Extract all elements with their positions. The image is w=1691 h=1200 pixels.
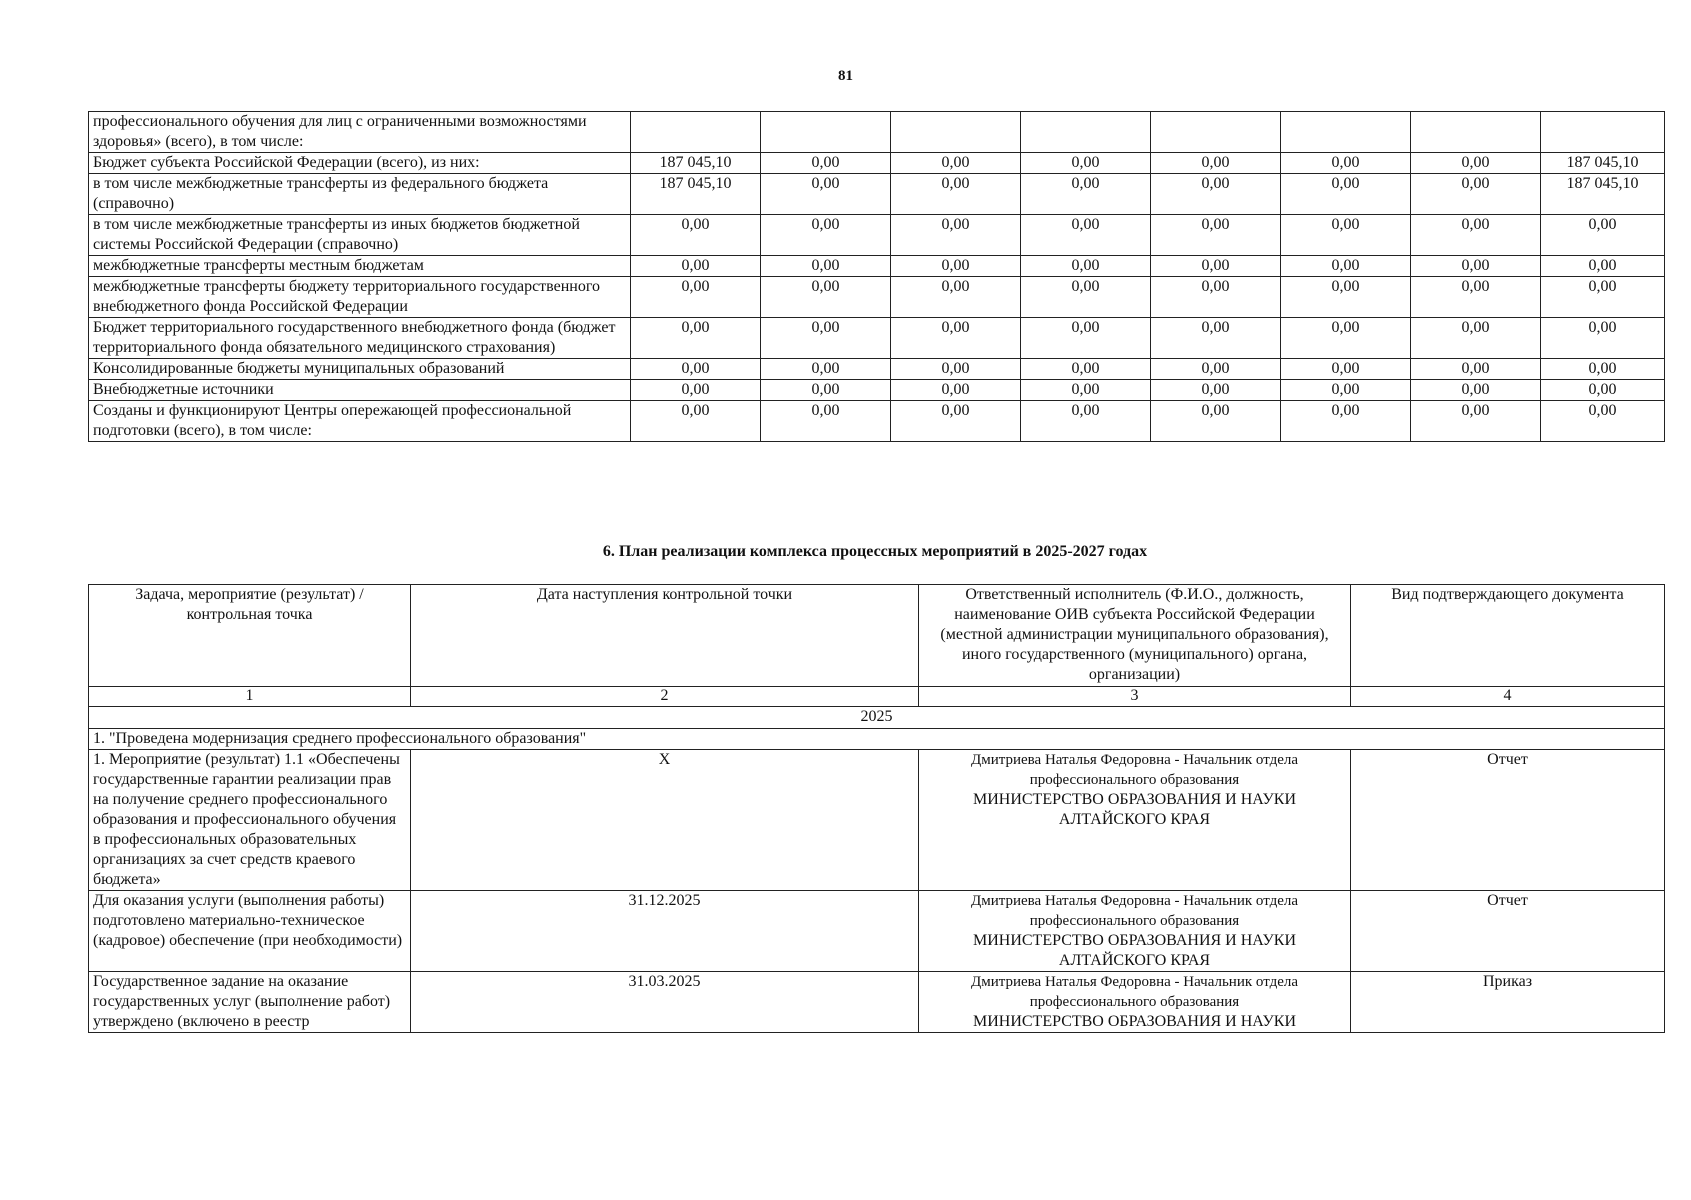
- budget-value: 0,00: [1021, 174, 1151, 215]
- budget-value: 0,00: [761, 380, 891, 401]
- plan-column-numbers-row: [89, 687, 1665, 707]
- plan-row: [89, 891, 1665, 972]
- budget-row-label: Бюджет территориального государственного внебюджетного фонда (бюджет территориального фонда обязательного медицинского страхования): [89, 318, 631, 359]
- budget-value: 0,00: [761, 359, 891, 380]
- budget-value: 0,00: [1021, 380, 1151, 401]
- budget-value: 0,00: [1281, 153, 1411, 174]
- budget-row-label: межбюджетные трансферты бюджету территориального государственного внебюджетного фонда Российской Федерации: [89, 277, 631, 318]
- budget-value: 0,00: [1021, 153, 1151, 174]
- budget-value: 0,00: [891, 174, 1021, 215]
- budget-value: 0,00: [1411, 380, 1541, 401]
- budget-value: 0,00: [1411, 174, 1541, 215]
- plan-control-date: 31.03.2025: [411, 972, 919, 1033]
- budget-value: [1281, 112, 1411, 153]
- budget-row: [89, 112, 1665, 153]
- plan-responsible: [919, 750, 1351, 891]
- plan-document-type: Отчет: [1351, 891, 1665, 972]
- budget-value: 0,00: [1281, 215, 1411, 256]
- budget-value: [761, 112, 891, 153]
- budget-value: 0,00: [1411, 401, 1541, 442]
- responsible-org: МИНИСТЕРСТВО ОБРАЗОВАНИЯ И НАУКИ: [972, 1013, 1296, 1030]
- page-number: 81: [838, 68, 853, 84]
- budget-value: 0,00: [761, 318, 891, 359]
- budget-value: 0,00: [1281, 380, 1411, 401]
- responsible-org: МИНИСТЕРСТВО ОБРАЗОВАНИЯ И НАУКИ АЛТАЙСКОГО КРАЯ: [972, 932, 1296, 969]
- responsible-person: Дмитриева Наталья Федоровна - Начальник отдела профессионального образования: [970, 893, 1298, 929]
- budget-row-label: межбюджетные трансферты местным бюджетам: [89, 256, 631, 277]
- plan-row: [89, 972, 1665, 1033]
- plan-document-type: Отчет: [1351, 750, 1665, 891]
- budget-value: 0,00: [891, 153, 1021, 174]
- budget-value: 0,00: [631, 256, 761, 277]
- budget-value: 0,00: [1281, 256, 1411, 277]
- budget-row-label: Консолидированные бюджеты муниципальных образований: [89, 359, 631, 380]
- plan-control-date: X: [411, 750, 919, 891]
- budget-value: 0,00: [631, 401, 761, 442]
- budget-value: 0,00: [1411, 318, 1541, 359]
- budget-value: 0,00: [1151, 401, 1281, 442]
- column-number: 4: [1351, 687, 1665, 707]
- budget-value: 0,00: [1281, 401, 1411, 442]
- budget-row: [89, 174, 1665, 215]
- budget-value: 0,00: [1151, 215, 1281, 256]
- budget-value: 0,00: [1411, 153, 1541, 174]
- budget-value: 0,00: [1021, 359, 1151, 380]
- budget-row: [89, 359, 1665, 380]
- budget-value: 0,00: [891, 359, 1021, 380]
- budget-value: 187 045,10: [631, 153, 761, 174]
- budget-value: [1151, 112, 1281, 153]
- budget-value: 0,00: [631, 359, 761, 380]
- responsible-person: Дмитриева Наталья Федоровна - Начальник отдела профессионального образования: [970, 974, 1298, 1010]
- plan-task-row: [89, 729, 1665, 750]
- budget-row: [89, 256, 1665, 277]
- budget-value: 0,00: [1021, 318, 1151, 359]
- column-number: 3: [919, 687, 1351, 707]
- budget-value: 0,00: [1151, 359, 1281, 380]
- budget-row-label: Внебюджетные источники: [89, 380, 631, 401]
- section-title: 6. План реализации комплекса процессных мероприятий в 2025-2027 годах: [602, 543, 1148, 560]
- budget-value: 0,00: [1151, 277, 1281, 318]
- budget-value: 0,00: [891, 256, 1021, 277]
- budget-value: 0,00: [1151, 153, 1281, 174]
- task-label: 1. "Проведена модернизация среднего профессионального образования": [89, 729, 1665, 750]
- budget-value: 0,00: [891, 277, 1021, 318]
- plan-responsible: [919, 891, 1351, 972]
- budget-value: 0,00: [1281, 318, 1411, 359]
- column-number: 1: [89, 687, 411, 707]
- budget-value: 187 045,10: [631, 174, 761, 215]
- budget-value: 0,00: [1541, 401, 1665, 442]
- responsible-org: МИНИСТЕРСТВО ОБРАЗОВАНИЯ И НАУКИ АЛТАЙСКОГО КРАЯ: [972, 791, 1296, 828]
- budget-value: 0,00: [761, 153, 891, 174]
- year-label: 2025: [89, 707, 1665, 729]
- budget-value: 0,00: [1411, 256, 1541, 277]
- header-responsible: Ответственный исполнитель (Ф.И.О., должность, наименование ОИВ субъекта Российской Федерации (местной администрации муниципального образования), иного государственного (муниципального) органа, организации): [919, 585, 1351, 687]
- budget-value: 0,00: [1411, 277, 1541, 318]
- budget-value: 0,00: [1541, 380, 1665, 401]
- budget-row-label: Созданы и функционируют Центры опережающей профессиональной подготовки (всего), в том числе:: [89, 401, 631, 442]
- budget-value: 0,00: [1151, 318, 1281, 359]
- budget-row-label: в том числе межбюджетные трансферты из иных бюджетов бюджетной системы Российской Федерации (справочно): [89, 215, 631, 256]
- budget-row-label: в том числе межбюджетные трансферты из федерального бюджета (справочно): [89, 174, 631, 215]
- budget-value: 0,00: [891, 318, 1021, 359]
- plan-year-row: [89, 707, 1665, 729]
- budget-value: 0,00: [1541, 359, 1665, 380]
- budget-value: 0,00: [761, 277, 891, 318]
- budget-value: 0,00: [631, 277, 761, 318]
- budget-value: 0,00: [1411, 215, 1541, 256]
- plan-table: [88, 584, 1665, 1033]
- budget-value: [1411, 112, 1541, 153]
- budget-value: 0,00: [761, 215, 891, 256]
- budget-value: 0,00: [1021, 401, 1151, 442]
- header-task: Задача, мероприятие (результат) / контрольная точка: [89, 585, 411, 687]
- budget-row: [89, 318, 1665, 359]
- budget-value: 0,00: [1021, 215, 1151, 256]
- budget-value: 0,00: [761, 256, 891, 277]
- budget-value: 0,00: [761, 174, 891, 215]
- budget-value: 0,00: [761, 401, 891, 442]
- budget-value: 0,00: [631, 318, 761, 359]
- budget-value: 0,00: [891, 401, 1021, 442]
- plan-document-type: Приказ: [1351, 972, 1665, 1033]
- column-number: 2: [411, 687, 919, 707]
- budget-value: 0,00: [1151, 174, 1281, 215]
- budget-row: [89, 401, 1665, 442]
- plan-activity-name: 1. Мероприятие (результат) 1.1 «Обеспечены государственные гарантии реализации прав на получение среднего профессионального образования и профессионального обучения в профессиональных образовательных организациях за счет средств краевого бюджета»: [89, 750, 411, 891]
- budget-row-label: профессионального обучения для лиц с ограниченными возможностями здоровья» (всего), в том числе:: [89, 112, 631, 153]
- budget-value: [1021, 112, 1151, 153]
- plan-header-row: [89, 585, 1665, 687]
- plan-responsible: [919, 972, 1351, 1033]
- budget-value: 0,00: [1151, 256, 1281, 277]
- plan-activity-name: Для оказания услуги (выполнения работы) подготовлено материально-техническое (кадровое) обеспечение (при необходимости): [89, 891, 411, 972]
- plan-row: [89, 750, 1665, 891]
- budget-value: 0,00: [1281, 277, 1411, 318]
- budget-value: 0,00: [1411, 359, 1541, 380]
- budget-value: [891, 112, 1021, 153]
- budget-value: 0,00: [631, 215, 761, 256]
- budget-value: 187 045,10: [1541, 153, 1665, 174]
- budget-row: [89, 153, 1665, 174]
- budget-value: 0,00: [1281, 174, 1411, 215]
- budget-value: 0,00: [1281, 359, 1411, 380]
- responsible-person: Дмитриева Наталья Федоровна - Начальник отдела профессионального образования: [970, 752, 1298, 788]
- budget-row: [89, 277, 1665, 318]
- budget-row: [89, 380, 1665, 401]
- budget-table: [88, 111, 1665, 442]
- budget-value: 0,00: [1021, 277, 1151, 318]
- plan-control-date: 31.12.2025: [411, 891, 919, 972]
- budget-value: 0,00: [1541, 256, 1665, 277]
- budget-row-label: Бюджет субъекта Российской Федерации (всего), из них:: [89, 153, 631, 174]
- budget-value: 0,00: [631, 380, 761, 401]
- plan-activity-name: Государственное задание на оказание государственных услуг (выполнение работ) утверждено (включено в реестр: [89, 972, 411, 1033]
- budget-value: 0,00: [1021, 256, 1151, 277]
- header-document: Вид подтверждающего документа: [1351, 585, 1665, 687]
- budget-value: [1541, 112, 1665, 153]
- budget-value: 0,00: [1541, 318, 1665, 359]
- budget-value: 0,00: [891, 215, 1021, 256]
- budget-value: 187 045,10: [1541, 174, 1665, 215]
- budget-value: 0,00: [1541, 277, 1665, 318]
- budget-row: [89, 215, 1665, 256]
- budget-value: [631, 112, 761, 153]
- budget-value: 0,00: [1151, 380, 1281, 401]
- budget-value: 0,00: [1541, 215, 1665, 256]
- budget-value: 0,00: [891, 380, 1021, 401]
- header-date: Дата наступления контрольной точки: [411, 585, 919, 687]
